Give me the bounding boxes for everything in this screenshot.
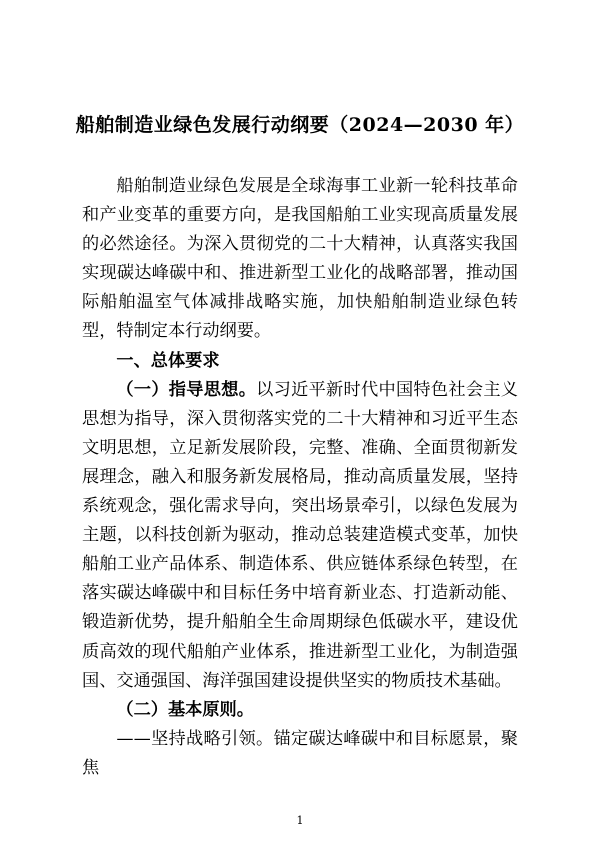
guiding-ideology-text: 以习近平新时代中国特色社会主义思想为指导，深入贯彻落实党的二十大精神和习近平生态文明思想，立足新发展阶段，完整、准确、全面贯彻新发展理念，融入和服务新发展格局，推动高质量发展，坚持系统观念，强化需求导向，突出场景牵引，以绿色发展为主题，以科技创新为驱动，推动总装建造模式变革，加快船舶工业产品体系、制造体系、供应链体系绿色转型，在落实碳达峰碳中和目标任务中培育新业态、打造新动能、锻造新优势，提升船舶全生命周期绿色低碳水平，建设优质高效的现代船舶产业体系，推进新型工业化，为制造强国、交通强国、海洋强国建设提供坚实的物质技术基础。 xyxy=(82,379,518,691)
guiding-ideology-label: （一）指导思想。 xyxy=(116,379,257,400)
guiding-ideology-paragraph xyxy=(82,376,518,696)
basic-principles-label: （二）基本原则。 xyxy=(116,699,254,720)
document-title: 船舶制造业绿色发展行动纲要（2024—2030 年） xyxy=(75,114,525,136)
basic-principles-paragraph xyxy=(82,696,518,725)
section-heading-general-requirements: 一、总体要求 xyxy=(116,350,220,371)
page-number: 1 xyxy=(296,814,304,827)
intro-paragraph: 船舶制造业绿色发展是全球海事工业新一轮科技革命和产业变革的重要方向，是我国船舶工业实现高质量发展的必然途径。为深入贯彻党的二十大精神，认真落实我国实现碳达峰碳中和、推进新型工业化的战略部署，推动国际船舶温室气体减排战略实施，加快船舶制造业绿色转型，特制定本行动纲要。 xyxy=(82,176,518,342)
document-body xyxy=(82,172,518,783)
principle-strategic-guidance: ——坚持战略引领。锚定碳达峰碳中和目标愿景，聚焦 xyxy=(82,728,518,778)
